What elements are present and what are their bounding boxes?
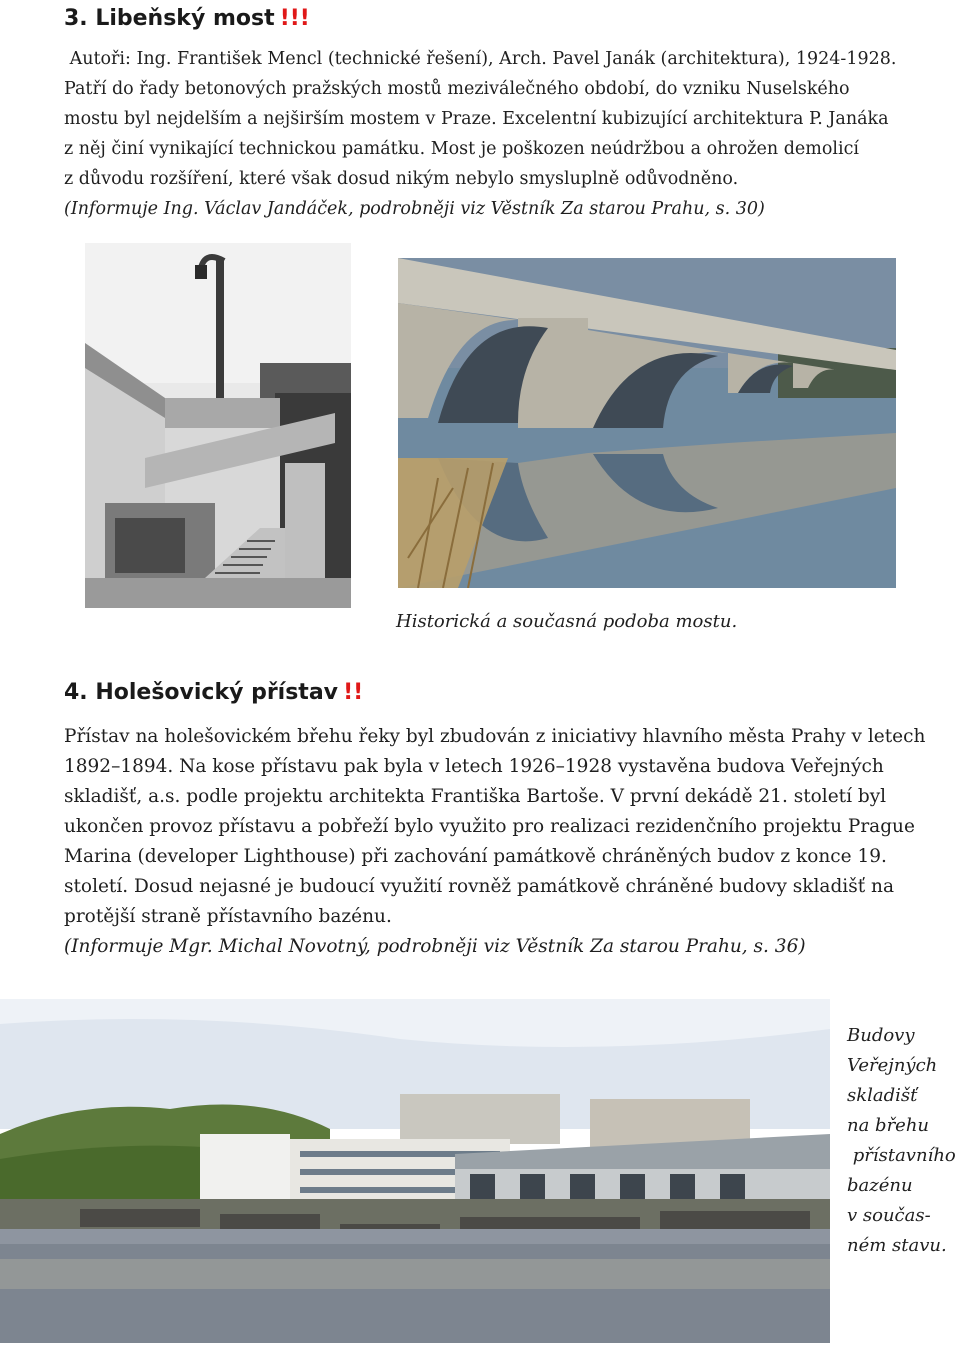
section-3-citation: (Informuje Ing. Václav Jandáček, podrobněji viz Věstník Za starou Prahu, s. 30) — [64, 199, 765, 219]
harbour-warehouses-photo — [0, 999, 830, 1343]
section-3-heading: 3. Libeňský most — [64, 6, 275, 31]
text-line: Autoři: Ing. František Mencl (technické řešení), Arch. Pavel Janák (architektura), 1924-1928. — [64, 49, 897, 69]
section-4-heading-row — [64, 680, 363, 705]
text-line: z důvodu rozšíření, které však dosud nikým nebylo smysluplně odůvodněno. — [64, 169, 739, 189]
caption-line: bazénu — [847, 1175, 913, 1196]
historical-bridge-photo — [85, 243, 351, 608]
exclamation-icon: !! — [343, 680, 364, 705]
caption-line: ném stavu. — [847, 1235, 947, 1256]
section-3-heading-row — [64, 6, 310, 31]
harbour-photo-caption — [847, 1021, 957, 1261]
text-line: století. Dosud nejasné je budoucí využití rovněž památkově chráněné budovy skladišť na — [64, 876, 894, 897]
section-3-text — [64, 44, 954, 224]
exclamation-icon: !!! — [279, 6, 310, 31]
caption-line: Veřejných — [847, 1055, 938, 1076]
caption-line: přístavního — [847, 1145, 956, 1166]
text-line: z něj činí vynikající technickou památku. Most je poškozen neúdržbou a ohrožen demolicí — [64, 139, 859, 159]
section-4-text — [64, 722, 954, 962]
current-bridge-photo — [398, 258, 896, 588]
text-line: ukončen provoz přístavu a pobřeží bylo využito pro realizaci rezidenčního projektu Prague — [64, 816, 915, 837]
section-4-heading: 4. Holešovický přístav — [64, 680, 339, 705]
text-line: skladišť, a.s. podle projektu architekta Františka Bartoše. V první dekádě 21. století byl — [64, 786, 887, 807]
section-4-citation: (Informuje Mgr. Michal Novotný, podrobněji viz Věstník Za starou Prahu, s. 36) — [64, 936, 806, 957]
caption-line: Budovy — [847, 1025, 915, 1046]
text-line: protější straně přístavního bazénu. — [64, 906, 392, 927]
text-line: 1892–1894. Na kose přístavu pak byla v letech 1926–1928 vystavěna budova Veřejných — [64, 756, 884, 777]
bridge-photos-caption: Historická a současná podoba mostu. — [396, 611, 738, 632]
caption-line: v součas- — [847, 1205, 931, 1226]
caption-line: skladišť — [847, 1085, 918, 1106]
caption-line: na břehu — [847, 1115, 930, 1136]
text-line: Přístav na holešovickém břehu řeky byl zbudován z iniciativy hlavního města Prahy v letech — [64, 726, 926, 747]
text-line: Patří do řady betonových pražských mostů meziválečného období, do vzniku Nuselského — [64, 79, 850, 99]
text-line: mostu byl nejdelším a nejširším mostem v Praze. Excelentní kubizující architektura P. Janáka — [64, 109, 889, 129]
text-line: Marina (developer Lighthouse) při zachování památkově chráněných budov z konce 19. — [64, 846, 887, 867]
